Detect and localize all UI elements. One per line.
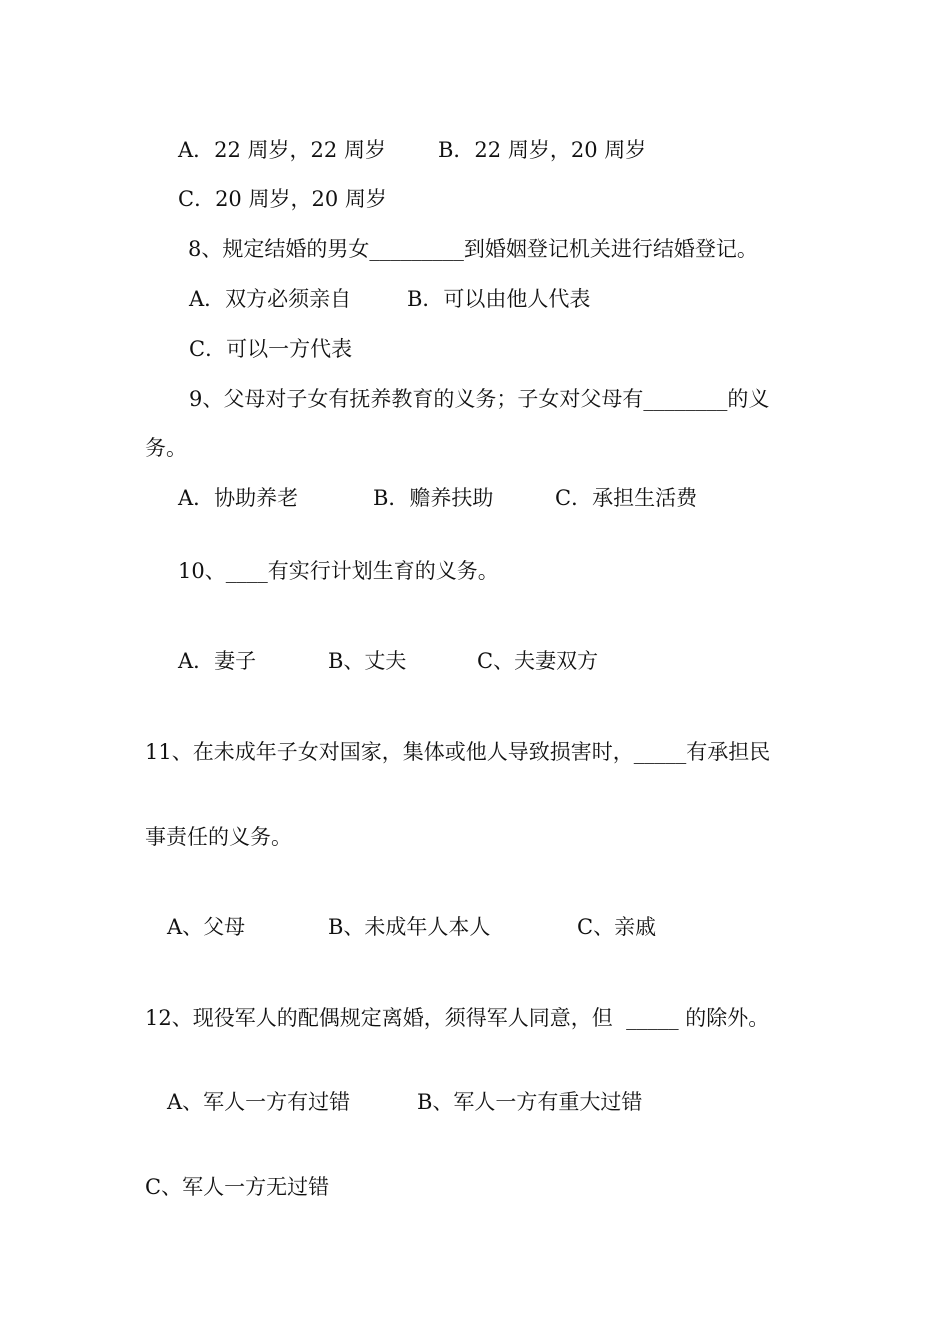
q8-option-a: A．双方必须亲自 — [189, 287, 352, 311]
q12-stem: 12、现役军人的配偶规定离婚，须得军人同意，但 _____ 的除外。 — [145, 1006, 770, 1030]
q11-option-c: C、亲戚 — [577, 915, 657, 939]
q10-option-c: C、夫妻双方 — [477, 649, 599, 673]
q7-option-c: C．20 周岁，20 周岁 — [178, 187, 387, 211]
q9-option-a: A．协助养老 — [178, 486, 299, 510]
q10-option-a: A．妻子 — [178, 649, 257, 673]
q12-option-b: B、军人一方有重大过错 — [417, 1090, 643, 1114]
q8-option-c: C．可以一方代表 — [189, 337, 353, 361]
q10-option-b: B、丈夫 — [328, 649, 407, 673]
q9-stem-line1: 9、父母对子女有抚养教育的义务；子女对父母有________的义 — [189, 387, 770, 411]
q11-stem-line2: 事责任的义务。 — [145, 825, 292, 849]
q9-option-b: B．赡养扶助 — [373, 486, 494, 510]
q9-stem-line2: 务。 — [145, 436, 187, 460]
q7-option-b: B．22 周岁，20 周岁 — [438, 138, 647, 162]
q8-stem: 8、规定结婚的男女_________到婚姻登记机关进行结婚登记。 — [188, 237, 758, 261]
q12-option-a: A、军人一方有过错 — [167, 1090, 351, 1114]
q12-option-c: C、军人一方无过错 — [145, 1175, 330, 1199]
q11-option-b: B、未成年人本人 — [328, 915, 491, 939]
q11-stem-line1: 11、在未成年子女对国家，集体或他人导致损害时，_____有承担民 — [145, 740, 771, 764]
q9-option-c: C．承担生活费 — [555, 486, 698, 510]
q11-option-a: A、父母 — [167, 915, 246, 939]
q10-stem: 10、____有实行计划生育的义务。 — [178, 559, 499, 583]
q8-option-b: B．可以由他人代表 — [407, 287, 591, 311]
q7-option-a: A．22 周岁，22 周岁 — [178, 138, 386, 162]
